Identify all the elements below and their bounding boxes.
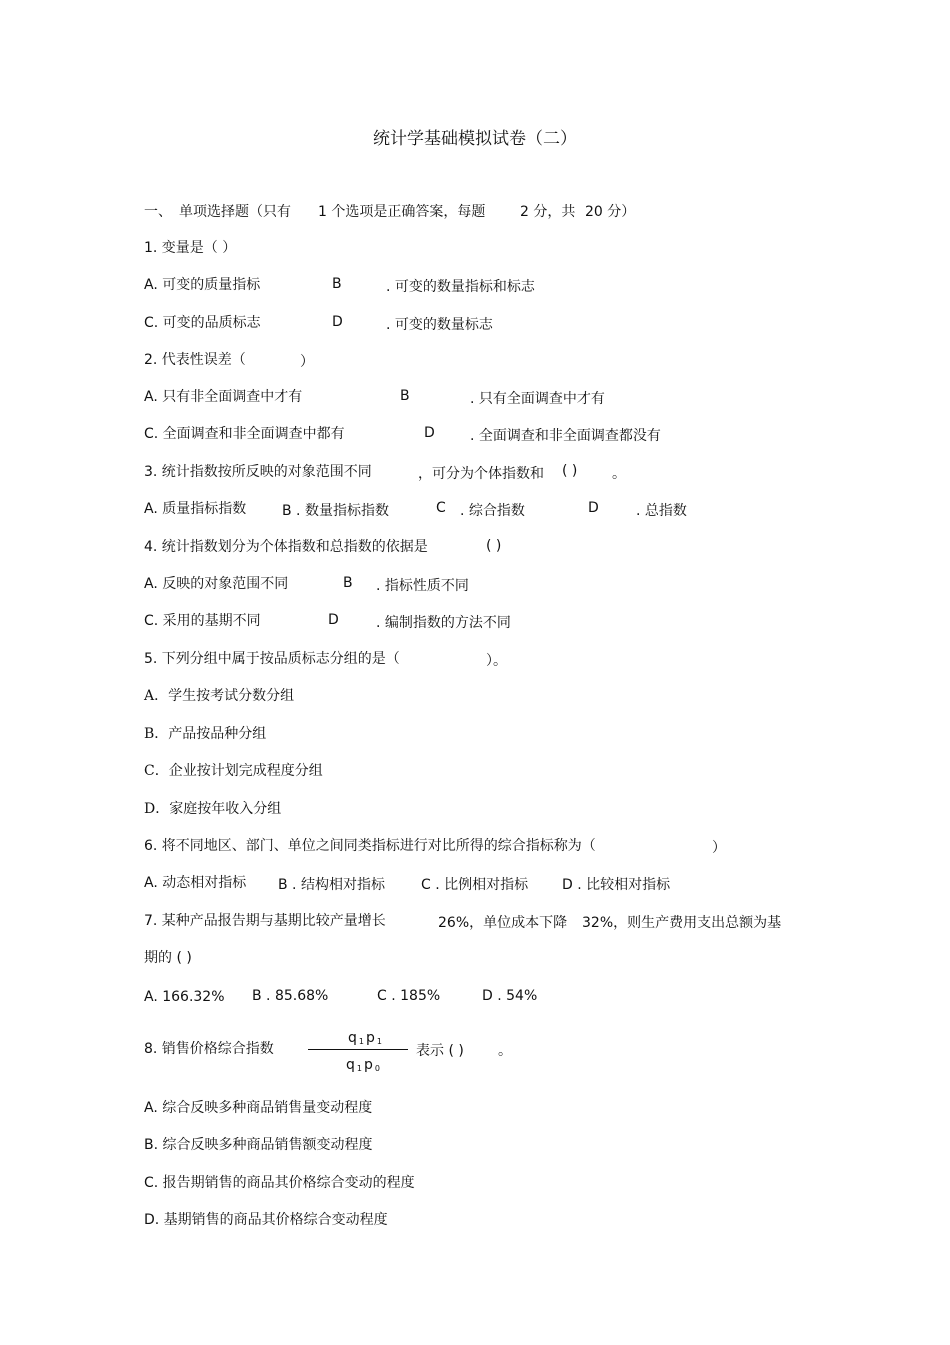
option-d-letter: D xyxy=(588,500,599,516)
section-text-a: 单项选择题（只有 xyxy=(179,204,291,220)
question-stem: 7. 某种产品报告期与基期比较产量增长 xyxy=(144,913,386,929)
option-b: B．产品按品种分组 xyxy=(144,726,267,742)
option-d: D . 54% xyxy=(482,988,538,1004)
question-stem: 8. 销售价格综合指数 xyxy=(144,1041,274,1057)
fraction-denominator: q $_1$ p $_0$ xyxy=(346,1057,380,1073)
question-stem-end: 。 xyxy=(612,466,626,482)
option-a: A. 166.32% xyxy=(144,989,225,1005)
option-b-letter: B xyxy=(332,276,342,292)
option-a: A. 只有非全面调查中才有 xyxy=(144,389,303,405)
section-text-b: 1 个选项是正确答案，每题 xyxy=(318,204,486,220)
option-b-text: . 只有全面调查中才有 xyxy=(470,391,605,407)
option-c: C . 比例相对指标 xyxy=(421,877,529,893)
question-stem-2: ，可分为个体指数和 xyxy=(418,466,544,482)
option-a: A. 反映的对象范围不同 xyxy=(144,576,289,592)
option-c: C. 采用的基期不同 xyxy=(144,613,261,629)
option-b-letter: B xyxy=(400,388,410,404)
option-a: A. 可变的质量指标 xyxy=(144,277,261,293)
option-c: C . 185% xyxy=(377,988,441,1004)
option-c-letter: C xyxy=(436,500,446,516)
option-b: B . 数量指标指数 xyxy=(282,503,389,519)
question-stem: 6. 将不同地区、部门、单位之间同类指标进行对比所得的综合指标称为（ xyxy=(144,838,596,854)
option-b-text: . 可变的数量指标和标志 xyxy=(386,279,535,295)
question-stem-close: ） xyxy=(300,354,314,370)
option-b: B . 85.68% xyxy=(252,988,329,1004)
option-d: D . 比较相对指标 xyxy=(562,877,671,893)
question-stem: 4. 统计指数划分为个体指数和总指数的依据是 xyxy=(144,539,428,555)
option-d-letter: D xyxy=(424,425,435,441)
option-a: A. 质量指标指数 xyxy=(144,501,247,517)
question-stem-part-1: 26%，单位成本下降 xyxy=(438,915,568,931)
option-c: C. 全面调查和非全面调查中都有 xyxy=(144,426,345,442)
question-stem: 2. 代表性误差（ xyxy=(144,352,246,368)
question-stem: 5. 下列分组中属于按品质标志分组的是（ xyxy=(144,651,400,667)
option-a: A. 动态相对指标 xyxy=(144,875,247,891)
option-d-text: . 总指数 xyxy=(636,503,687,519)
option-d-letter: D xyxy=(332,314,343,330)
section-prefix: 一、 xyxy=(144,204,172,220)
option-d-text: . 可变的数量标志 xyxy=(386,317,493,333)
question-stem-line-2: 期的 ( ) xyxy=(144,950,192,966)
answer-paren: ( ) xyxy=(562,463,578,479)
option-a: A．学生按考试分数分组 xyxy=(144,688,295,704)
option-d-letter: D xyxy=(328,612,339,628)
option-d: D. 基期销售的商品其价格综合变动程度 xyxy=(144,1212,388,1228)
question-stem: 3. 统计指数按所反映的对象范围不同 xyxy=(144,464,372,480)
option-b: B. 综合反映多种商品销售额变动程度 xyxy=(144,1137,373,1153)
question-stem-close: ）。 xyxy=(486,653,507,669)
question-stem-after: 表示 ( ) xyxy=(416,1043,464,1059)
option-c: C. 报告期销售的商品其价格综合变动的程度 xyxy=(144,1175,415,1191)
answer-paren: ( ) xyxy=(486,538,502,554)
page-title: 统计学基础模拟试卷（二） xyxy=(373,129,577,149)
option-d-text: . 编制指数的方法不同 xyxy=(376,615,511,631)
option-b-letter: B xyxy=(343,575,353,591)
question-stem-close: ） xyxy=(712,840,726,856)
question-stem: 1. 变量是（ ） xyxy=(144,240,237,256)
section-text-c: 2 分，共 xyxy=(520,204,576,220)
section-text-d: 20 分） xyxy=(585,204,636,220)
option-c: C. 可变的品质标志 xyxy=(144,315,261,331)
option-c: C．企业按计划完成程度分组 xyxy=(144,763,323,779)
question-stem-part-2: 32%，则生产费用支出总额为基 xyxy=(582,915,782,931)
fraction-bar xyxy=(308,1049,408,1050)
question-stem-end: 。 xyxy=(498,1043,512,1059)
option-a: A. 综合反映多种商品销售量变动程度 xyxy=(144,1100,373,1116)
option-d-text: . 全面调查和非全面调查都没有 xyxy=(470,428,661,444)
option-b-text: . 指标性质不同 xyxy=(376,578,469,594)
option-b: B . 结构相对指标 xyxy=(278,877,385,893)
option-d: D．家庭按年收入分组 xyxy=(144,801,282,817)
option-c-text: . 综合指数 xyxy=(460,503,525,519)
fraction-numerator: q $_1$ p $_1$ xyxy=(348,1030,382,1046)
